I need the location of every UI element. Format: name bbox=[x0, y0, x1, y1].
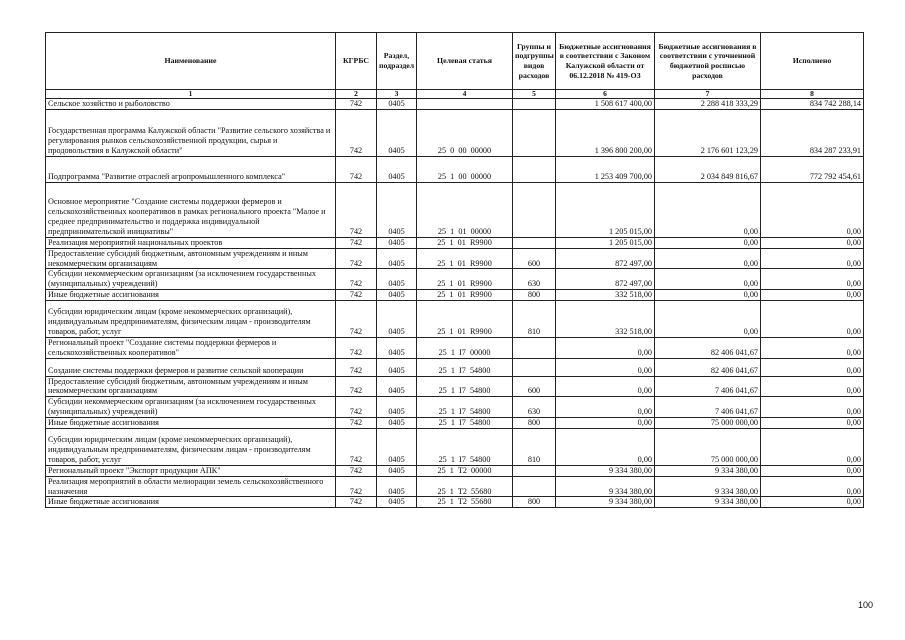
cell-target: 25 1 I7 00000 bbox=[417, 337, 513, 358]
column-number: 8 bbox=[761, 90, 864, 99]
cell-target: 25 1 01 R9900 bbox=[417, 237, 513, 248]
cell-name: Иные бюджетные ассигнования bbox=[46, 290, 336, 301]
table-row bbox=[46, 417, 864, 428]
cell-revised-allocation: 2 034 849 816,67 bbox=[655, 156, 761, 182]
cell-name: Подпрограмма "Развитие отраслей агропромышленного комплекса" bbox=[46, 156, 336, 182]
column-number: 5 bbox=[513, 90, 556, 99]
cell-kgrbs: 742 bbox=[336, 417, 377, 428]
cell-group: 810 bbox=[513, 428, 556, 465]
cell-kgrbs: 742 bbox=[336, 397, 377, 418]
cell-law-allocation: 0,00 bbox=[556, 397, 655, 418]
cell-target: 25 1 I7 54800 bbox=[417, 376, 513, 397]
cell-kgrbs: 742 bbox=[336, 337, 377, 358]
page-number: 100 bbox=[858, 600, 874, 610]
cell-executed: 0,00 bbox=[761, 269, 864, 290]
table-row bbox=[46, 376, 864, 397]
cell-executed: 0,00 bbox=[761, 376, 864, 397]
cell-revised-allocation: 0,00 bbox=[655, 290, 761, 301]
cell-group: 810 bbox=[513, 300, 556, 337]
table-row bbox=[46, 290, 864, 301]
cell-law-allocation: 9 334 380,00 bbox=[556, 476, 655, 497]
cell-name: Субсидии юридическим лицам (кроме некоммерческих организаций), индивидуальным предпринимателям, физическим лицам - производителям товаров, работ, услуг bbox=[46, 300, 336, 337]
cell-executed: 0,00 bbox=[761, 497, 864, 508]
cell-section: 0405 bbox=[377, 376, 417, 397]
cell-section: 0405 bbox=[377, 237, 417, 248]
cell-kgrbs: 742 bbox=[336, 465, 377, 476]
cell-section: 0405 bbox=[377, 417, 417, 428]
cell-name: Региональный проект "Создание системы поддержки фермеров и сельскохозяйственных кооперативов" bbox=[46, 337, 336, 358]
cell-name: Реализация мероприятий в области мелиорации земель сельскохозяйственного назначения bbox=[46, 476, 336, 497]
header-target: Целевая статья bbox=[417, 33, 513, 90]
cell-law-allocation: 0,00 bbox=[556, 337, 655, 358]
cell-group: 630 bbox=[513, 397, 556, 418]
cell-name: Предоставление субсидий бюджетным, автономным учреждениям и иным некоммерческим организациям bbox=[46, 248, 336, 269]
cell-target: 25 1 01 R9900 bbox=[417, 300, 513, 337]
cell-name: Сельское хозяйство и рыболовство bbox=[46, 99, 336, 110]
cell-kgrbs: 742 bbox=[336, 182, 377, 237]
cell-executed: 0,00 bbox=[761, 182, 864, 237]
cell-group: 630 bbox=[513, 269, 556, 290]
cell-kgrbs: 742 bbox=[336, 269, 377, 290]
cell-name: Субсидии юридическим лицам (кроме некоммерческих организаций), индивидуальным предпринимателям, физическим лицам - производителям товаров, работ, услуг bbox=[46, 428, 336, 465]
cell-section: 0405 bbox=[377, 290, 417, 301]
cell-group bbox=[513, 465, 556, 476]
cell-law-allocation: 872 497,00 bbox=[556, 269, 655, 290]
cell-group bbox=[513, 109, 556, 156]
cell-revised-allocation: 0,00 bbox=[655, 248, 761, 269]
table-row bbox=[46, 497, 864, 508]
cell-executed: 834 742 288,14 bbox=[761, 99, 864, 110]
cell-section: 0405 bbox=[377, 300, 417, 337]
cell-section: 0405 bbox=[377, 397, 417, 418]
cell-section: 0405 bbox=[377, 476, 417, 497]
cell-law-allocation: 332 518,00 bbox=[556, 300, 655, 337]
cell-executed: 0,00 bbox=[761, 397, 864, 418]
cell-target: 25 1 01 00000 bbox=[417, 182, 513, 237]
cell-section: 0405 bbox=[377, 465, 417, 476]
header-group: Группы и подгруппы видов расходов bbox=[513, 33, 556, 90]
table-row bbox=[46, 358, 864, 376]
cell-name: Региональный проект "Экспорт продукции АПК" bbox=[46, 465, 336, 476]
header-row bbox=[46, 33, 864, 90]
cell-target: 25 1 I7 54800 bbox=[417, 358, 513, 376]
cell-executed: 0,00 bbox=[761, 248, 864, 269]
cell-revised-allocation: 75 000 000,00 bbox=[655, 417, 761, 428]
cell-section: 0405 bbox=[377, 99, 417, 110]
cell-revised-allocation: 9 334 380,00 bbox=[655, 465, 761, 476]
cell-section: 0405 bbox=[377, 497, 417, 508]
cell-kgrbs: 742 bbox=[336, 109, 377, 156]
cell-revised-allocation: 9 334 380,00 bbox=[655, 497, 761, 508]
cell-revised-allocation: 2 176 601 123,29 bbox=[655, 109, 761, 156]
cell-group: 800 bbox=[513, 497, 556, 508]
table-row bbox=[46, 156, 864, 182]
cell-revised-allocation: 82 406 041,67 bbox=[655, 337, 761, 358]
cell-target: 25 1 I7 54800 bbox=[417, 428, 513, 465]
cell-section: 0405 bbox=[377, 337, 417, 358]
column-number: 6 bbox=[556, 90, 655, 99]
cell-name: Иные бюджетные ассигнования bbox=[46, 417, 336, 428]
cell-kgrbs: 742 bbox=[336, 376, 377, 397]
cell-kgrbs: 742 bbox=[336, 237, 377, 248]
cell-law-allocation: 0,00 bbox=[556, 417, 655, 428]
column-number: 4 bbox=[417, 90, 513, 99]
header-name: Наименование bbox=[46, 33, 336, 90]
column-number: 7 bbox=[655, 90, 761, 99]
cell-executed: 772 792 454,61 bbox=[761, 156, 864, 182]
cell-target: 25 1 I7 54800 bbox=[417, 397, 513, 418]
cell-group bbox=[513, 337, 556, 358]
table-row bbox=[46, 337, 864, 358]
cell-law-allocation: 1 396 800 200,00 bbox=[556, 109, 655, 156]
cell-revised-allocation: 82 406 041,67 bbox=[655, 358, 761, 376]
cell-section: 0405 bbox=[377, 428, 417, 465]
cell-executed: 834 287 233,91 bbox=[761, 109, 864, 156]
table-row bbox=[46, 237, 864, 248]
budget-table bbox=[45, 32, 864, 508]
cell-name: Субсидии некоммерческим организациям (за исключением государственных (муниципальных) учреждений) bbox=[46, 269, 336, 290]
cell-name: Субсидии некоммерческим организациям (за исключением государственных (муниципальных) учреждений) bbox=[46, 397, 336, 418]
table-row bbox=[46, 397, 864, 418]
cell-executed: 0,00 bbox=[761, 428, 864, 465]
header-law-allocations: Бюджетные ассигнования в соответствии с Законом Калужской области от 06.12.2018 № 419-ОЗ bbox=[556, 33, 655, 90]
table-row bbox=[46, 428, 864, 465]
column-number: 3 bbox=[377, 90, 417, 99]
cell-revised-allocation: 9 334 380,00 bbox=[655, 476, 761, 497]
cell-revised-allocation: 0,00 bbox=[655, 182, 761, 237]
cell-kgrbs: 742 bbox=[336, 358, 377, 376]
cell-target: 25 1 01 R9900 bbox=[417, 269, 513, 290]
cell-executed: 0,00 bbox=[761, 358, 864, 376]
cell-revised-allocation: 0,00 bbox=[655, 300, 761, 337]
cell-revised-allocation: 0,00 bbox=[655, 237, 761, 248]
cell-law-allocation: 1 205 015,00 bbox=[556, 182, 655, 237]
cell-revised-allocation: 7 406 041,67 bbox=[655, 397, 761, 418]
cell-law-allocation: 1 253 409 700,00 bbox=[556, 156, 655, 182]
cell-name: Основное мероприятие "Создание системы поддержки фермеров и сельскохозяйственных кооперативов в рамках регионального проекта "Малое и среднее предпринимательство и поддержка индивидуальной предпринимательской инициативы" bbox=[46, 182, 336, 237]
cell-law-allocation: 0,00 bbox=[556, 376, 655, 397]
cell-kgrbs: 742 bbox=[336, 290, 377, 301]
cell-section: 0405 bbox=[377, 182, 417, 237]
header-kgrbs: КГРБС bbox=[336, 33, 377, 90]
header-section: Раздел, подраздел bbox=[377, 33, 417, 90]
cell-group: 600 bbox=[513, 376, 556, 397]
cell-executed: 0,00 bbox=[761, 417, 864, 428]
cell-executed: 0,00 bbox=[761, 337, 864, 358]
cell-executed: 0,00 bbox=[761, 237, 864, 248]
table-row bbox=[46, 465, 864, 476]
cell-group bbox=[513, 358, 556, 376]
cell-section: 0405 bbox=[377, 109, 417, 156]
column-number-row bbox=[46, 90, 864, 99]
cell-name: Предоставление субсидий бюджетным, автономным учреждениям и иным некоммерческим организациям bbox=[46, 376, 336, 397]
cell-executed: 0,00 bbox=[761, 300, 864, 337]
table-row bbox=[46, 182, 864, 237]
cell-target: 25 0 00 00000 bbox=[417, 109, 513, 156]
cell-law-allocation: 872 497,00 bbox=[556, 248, 655, 269]
column-number: 2 bbox=[336, 90, 377, 99]
cell-group: 800 bbox=[513, 290, 556, 301]
header-revised-allocations: Бюджетные ассигнования в соответствии с уточненной бюджетной росписью расходов bbox=[655, 33, 761, 90]
cell-name: Иные бюджетные ассигнования bbox=[46, 497, 336, 508]
table-row bbox=[46, 476, 864, 497]
cell-law-allocation: 9 334 380,00 bbox=[556, 497, 655, 508]
cell-law-allocation: 0,00 bbox=[556, 358, 655, 376]
cell-kgrbs: 742 bbox=[336, 428, 377, 465]
cell-law-allocation: 332 518,00 bbox=[556, 290, 655, 301]
cell-target: 25 1 01 R9900 bbox=[417, 290, 513, 301]
header-executed: Исполнено bbox=[761, 33, 864, 90]
cell-section: 0405 bbox=[377, 269, 417, 290]
cell-target: 25 1 01 R9900 bbox=[417, 248, 513, 269]
cell-group bbox=[513, 182, 556, 237]
cell-law-allocation: 0,00 bbox=[556, 428, 655, 465]
cell-name: Государственная программа Калужской области "Развитие сельского хозяйства и регулирования рынков сельскохозяйственной продукции, сырья и продовольствия в Калужской области" bbox=[46, 109, 336, 156]
cell-name: Реализация мероприятий национальных проектов bbox=[46, 237, 336, 248]
cell-section: 0405 bbox=[377, 156, 417, 182]
cell-group: 600 bbox=[513, 248, 556, 269]
cell-kgrbs: 742 bbox=[336, 300, 377, 337]
column-number: 1 bbox=[46, 90, 336, 99]
cell-group bbox=[513, 476, 556, 497]
table-row bbox=[46, 300, 864, 337]
table-row bbox=[46, 248, 864, 269]
cell-kgrbs: 742 bbox=[336, 99, 377, 110]
cell-target: 25 1 T2 55680 bbox=[417, 497, 513, 508]
cell-target: 25 1 T2 55680 bbox=[417, 476, 513, 497]
cell-name: Создание системы поддержки фермеров и развитие сельской кооперации bbox=[46, 358, 336, 376]
table-row bbox=[46, 99, 864, 110]
cell-executed: 0,00 bbox=[761, 465, 864, 476]
cell-revised-allocation: 2 288 418 333,29 bbox=[655, 99, 761, 110]
cell-group bbox=[513, 99, 556, 110]
cell-section: 0405 bbox=[377, 248, 417, 269]
cell-kgrbs: 742 bbox=[336, 248, 377, 269]
cell-executed: 0,00 bbox=[761, 290, 864, 301]
cell-law-allocation: 1 205 015,00 bbox=[556, 237, 655, 248]
cell-group bbox=[513, 237, 556, 248]
cell-section: 0405 bbox=[377, 358, 417, 376]
cell-revised-allocation: 0,00 bbox=[655, 269, 761, 290]
cell-revised-allocation: 75 000 000,00 bbox=[655, 428, 761, 465]
cell-target: 25 1 00 00000 bbox=[417, 156, 513, 182]
cell-executed: 0,00 bbox=[761, 476, 864, 497]
cell-revised-allocation: 7 406 041,67 bbox=[655, 376, 761, 397]
cell-law-allocation: 9 334 380,00 bbox=[556, 465, 655, 476]
table-row bbox=[46, 109, 864, 156]
cell-group: 800 bbox=[513, 417, 556, 428]
cell-target bbox=[417, 99, 513, 110]
table-row bbox=[46, 269, 864, 290]
cell-target: 25 1 I7 54800 bbox=[417, 417, 513, 428]
cell-kgrbs: 742 bbox=[336, 156, 377, 182]
cell-target: 25 1 T2 00000 bbox=[417, 465, 513, 476]
cell-group bbox=[513, 156, 556, 182]
cell-kgrbs: 742 bbox=[336, 497, 377, 508]
cell-law-allocation: 1 508 617 400,00 bbox=[556, 99, 655, 110]
cell-kgrbs: 742 bbox=[336, 476, 377, 497]
